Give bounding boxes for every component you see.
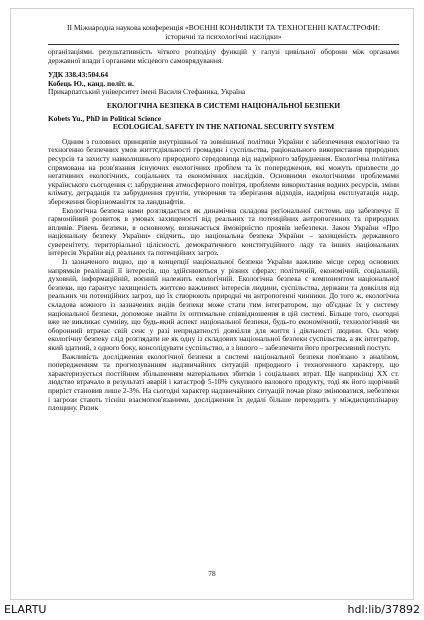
author-en: Kobets Yu., PhD in Political Science [48,113,161,123]
footer-bar [0,600,424,620]
udk-code: УДК 338.43:504.64 [48,70,109,80]
author-uk: Кобець Ю., канд. політ. н. [48,78,134,88]
page-content [48,23,399,413]
document-page [10,8,414,600]
article-title-en: ECOLOGICAL SAFETY IN THE NATIONAL SECURITY SYSTEM [112,122,335,132]
page-number: 78 [208,569,216,578]
affiliation-uk: Прикарпатський університет імені Василя Стефаника, Україна [48,87,246,97]
running-header: ІІ Міжнародна наукова конференція «ВОЄННІ КОНФЛІКТИ ТА ТЕХНОГЕННІ КАТАСТРОФИ: історичні та психологічні наслідки» [48,23,399,45]
body-paragraph: Із зазначеного видно, що в концепції національної безпеки України важливе місце серед основних напрямків реалізації її інтересів, що здійснюються у різних сферах: політичній, економічній, соціальній, духовній, інформаційній, воєнній належить екологічній. Екологічна безпека є компонентом національної безпеки, що гарантує захищеність життєво важливих інтересів людини, суспільства, держави та довкілля від реальних чи потенційних загроз, що їх створюють природні чи антропогенні чинники. До того ж, екологічна складова кожного із зазначених видів безпеки може стати тим інтегратором, що об'єднає їх у систему національної безпеки, допоможе знайти їх оптимальне співвідношення в цій системі. Більше того, сьогодні вже не викликає сумніву, що будь-який аспект національної безпеки, будь-то економічний, технологічний чи оборонний втрачає свій сенс у разі непридатності довкілля для життя і діяльності людини. Ось чому екологічну безпеку слід розглядати не як одну із складових національної безпеки суспільства, а як інтегратор, який здатний, з одного боку, консолідувати суспільство, а з іншого – забезпечити його прогресивний поступ. [48,257,399,352]
repository-name: ELARTU [4,603,47,616]
article-title-uk: ЕКОЛОГІЧНА БЕЗПЕКА В СИСТЕМІ НАЦІОНАЛЬНОЇ БЕЗПЕКИ [106,100,341,110]
handle-id: hdl:lib/37892 [347,603,420,616]
body-paragraph: Екологічна безпека нами розглядається як динамічна складова регіональної системи, що забезпечує її гармонійний розвиток в умовах захищеності від реальних та потенційних антропогенних та природних впливів. Рівень безпеки, в основному, визначається ймовірністю проявів небезпеки. Закон України «Про національну безпеку України» свідчить, що національна безпека України – захищеність державного суверенітету, територіальної цілісності, демократичного конституційного ладу та інших національних інтересів України від реальних та потенційних загроз. [48,205,399,258]
intro-paragraph: організаціями. результативність чіткого розподілу функцій у галузі цивільної оборони між органами державної влади і органами місцевого самоврядування. [48,47,399,65]
body-paragraph: Важливість дослідження екологічної безпеки в системі національної безпеки пов'язано з аналізом, попередженням та прогнозуванням надзвичайних ситуацій природного і техногенного характеру, що характеризується постійним збільшенням матеріальних збитків і соціальних втрат. Ще наприкінці ХХ ст. людство втрачало в результаті аварій і катастроф 5-10% сукупного валового продукту, тоді як його щорічний приріст становив лише 2-3%. На сьогодні характер надзвичайних ситуацій почав різко змінюватися, небезпеки і загрози стають тісніш взаємопов'язаними, дослідження їх дедалі більше переходить у міждисциплінарну площину. Ризик [48,351,399,413]
body-paragraph: Одним з головних принципів внутрішньої та зовнішньої політики України є забезпечення екологічно та техногенно безпечних умов життєдіяльності громадян і суспільства, раціонального використання природних ресурсів та захисту навколишнього природного середовища від надмірного забруднення. Екологічна політика спрямована на розв'язання існуючих екологічних проблем та їх попередження, які можуть призвести до негативних екологічних, соціальних та економічних наслідків. Основними екологічними проблемами українського сьогодення є: забруднення атмосферного повітря, проблеми використання водних ресурсів, зміни клімату, деградація та забруднення ґрунтів, утворення та зберігання відходів, надмірна експлуатація надр, збереження біорізноманіття та ландшафтів. [48,136,399,206]
